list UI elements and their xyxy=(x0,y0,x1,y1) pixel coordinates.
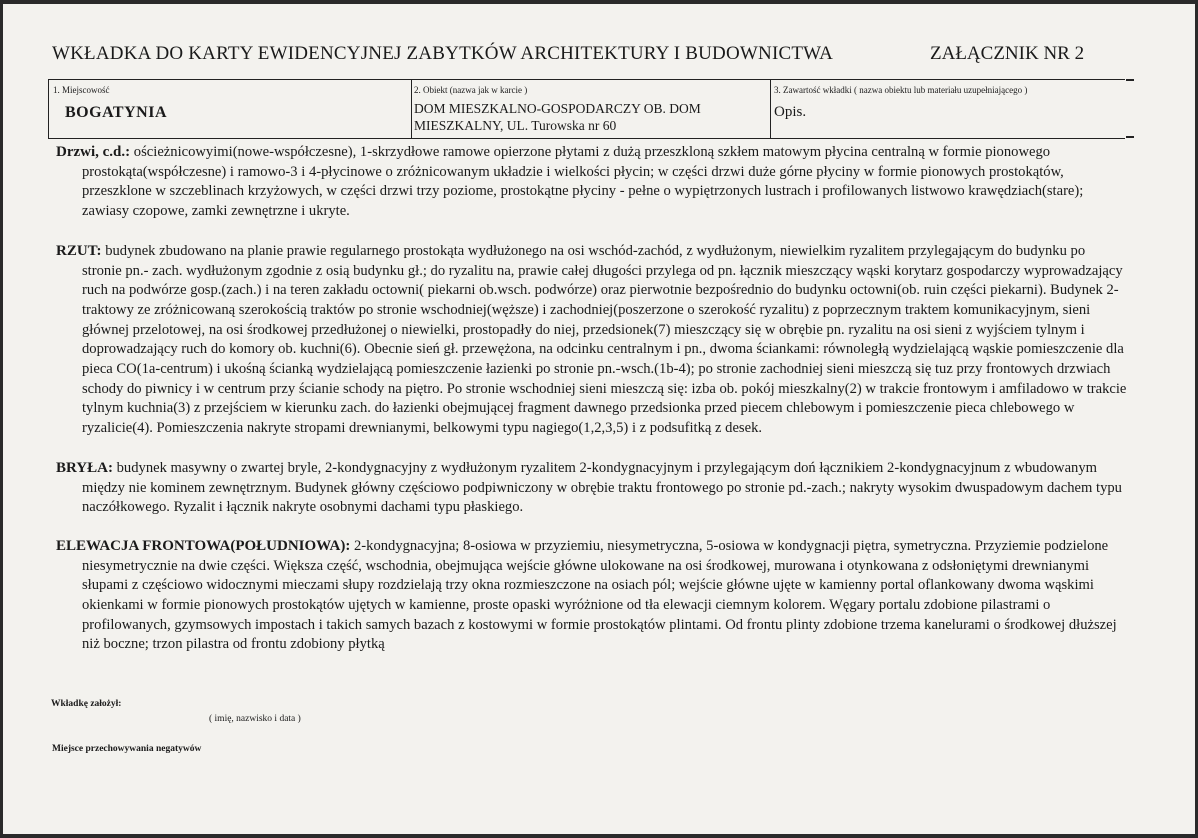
table-edge-mark xyxy=(1126,79,1134,81)
description-body xyxy=(56,143,1128,655)
content-label: 3. Zawartość wkładki ( nazwa obiektu lub materiału uzupełniającego ) xyxy=(774,85,1028,95)
object-label: 2. Obiekt (nazwa jak w karcie ) xyxy=(414,85,528,95)
negatives-location-label: Miejsce przechowywania negatywów xyxy=(52,744,202,754)
scan-border-top xyxy=(0,0,1198,4)
section-doors xyxy=(56,143,1128,222)
section-text: budynek masywny o zwartej bryle, 2-kondygnacyjny z wydłużonym ryzalitem 2-kondygnacyjnym i przylegającym doń łącznikiem 2-kondygnacyjnum z wbudowanym między nie kominem zewnętrznym. Budynek główny częściowo podpiwniczony w obrębie traktu frontowego po stronie pd.-zach.; nakryty wysokim dwuspadowym dachem typu naczółkowego. Ryzalit i łącznik nakryte osobnymi dachami typu płaskiego. xyxy=(82,459,1122,516)
prepared-by-label: Wkładkę założył: xyxy=(51,699,122,709)
scan-border-left xyxy=(0,0,3,838)
scan-border-bottom xyxy=(0,834,1198,838)
place-value: BOGATYNIA xyxy=(65,104,167,121)
object-value: DOM MIESZKALNO-GOSPODARCZY OB. DOM MIESZKALNY, UL. Turowska nr 60 xyxy=(414,101,701,133)
table-edge-mark xyxy=(1126,136,1134,138)
section-plan xyxy=(56,242,1128,439)
section-text: budynek zbudowano na planie prawie regularnego prostokąta wydłużonego na osi wschód-zachód, z wydłużonym, niewielkim ryzalitem przylegającym do budynku po stronie pn.- zach. wydłużonym zgodnie z osią budynku gł.; do ryzalitu na, prawie całej długości przylega od pn. łącznik mieszczący wąski korytarz gospodarczy wyprowadzający ruch na podwórze gosp.(zach.) i na teren zakładu octowni( piekarni ob.wsch. podwórze) oraz pierwotnie bezpośrednio do budynku octowni(ob. ruin części piekarni). Budynek 2-traktowy ze zróżnicowaną szerokością traktów po stronie wschodniej(węższe) i zachodniej(poszerzone o szerokość ryzalitu) z poprzecznym traktem komunikacyjnym, sieni głównej przelotowej, na osi środkowej przedłużonej o niewielki, prostopadły do niej, przedsionek(7) mieszczący się w obrębie pn. ryzalitu na osi sieni z wyjściem tylnym i doprowadzający ruch do komory ob. kuchni(6). Obecnie sień gł. przewężona, na odcinku centralnym i pn., dwoma ściankami: równoległą wydzielającą wąskie pomieszczenie dla pieca CO(1a-centrum) i ukośną ścianką wydzielającą pomieszczenie łazienki po stronie pn.-wsch.(1b-4); po stronie zachodniej sieni mieszczą się tuz przy frontowych drzwiach schody do piwnicy i w centrum przy ścianie schody na piętro. Po stronie wschodniej sieni mieszczą się: izba ob. pokój mieszkalny(2) w trakcie frontowym i amfiladowo w trakcie tylnym kuchnia(3) z przejściem w kierunku zach. do łazienki obejmującej fragment dawnego przedsionka przed piecem chlebowym i pomieszczenie pieca chlebowego w ryzalicie(4). Pomieszczenia nakryte stropami drewnianymi, belkowymi typu nagiego(1,2,3,5) i z podsufitką z desek. xyxy=(82,242,1127,437)
section-front-elevation xyxy=(56,537,1128,655)
content-value: Opis. xyxy=(774,104,807,120)
section-heading: BRYŁA: xyxy=(56,459,113,476)
section-heading: Drzwi, c.d.: xyxy=(56,144,131,160)
place-field xyxy=(48,80,412,138)
object-field xyxy=(410,80,771,138)
annex-number: ZAŁĄCZNIK NR 2 xyxy=(930,43,1085,64)
section-heading: RZUT: xyxy=(56,242,102,259)
section-heading: ELEWACJA FRONTOWA(POŁUDNIOWA): xyxy=(56,537,351,554)
header-fields-table xyxy=(48,79,1125,139)
prepared-by-hint: ( imię, nazwisko i data ) xyxy=(209,714,301,724)
section-massing xyxy=(56,459,1128,518)
content-field xyxy=(770,80,1125,138)
document-title: WKŁADKA DO KARTY EWIDENCYJNEJ ZABYTKÓW ARCHITEKTURY I BUDOWNICTWA xyxy=(52,43,834,64)
place-label: 1. Miejscowość xyxy=(53,85,110,95)
section-text: 2-kondygnacyjna; 8-osiowa w przyziemiu, niesymetryczna, 5-osiowa w kondygnacji piętra, symetryczna. Przyziemie podzielone niesymetrycznie na dwie części. Większa część, wschodnia, obejmująca wejście główne ulokowane na osi środkowej, murowana i otynkowana z odsłoniętymi drewnianymi słupami z częściowo widocznymi mieczami słupy rozdzielają trzy okna rozmieszczone na osiach pól; wejście główne ujęte w kamienny portal oflankowany dwoma wąskimi okienkami w formie pionowych prostokątów ujętych w kamienne, proste opaski wyróżnione od tła elewacji ciemnym kolorem. Węgary portalu zdobione pilastrami o profilowanych, gzymsowych impostach i takich samych bazach z kostowymi w formie prostokątów plintami. Od frontu plinty zdobione trzema kanelurami o środkowej dłuższej niż boczne; trzon pilastra od frontu zdobiony płytką xyxy=(82,537,1117,653)
section-text: ościeżnicowyimi(nowe-współczesne), 1-skrzydłowe ramowe opierzone płytami z dużą przeszkloną szkłem matowym płycina centralną w formie pionowego prostokąta(współczesne) i ramowo-3 i 4-płycinowe o zróżnicowanym układzie i wielkości płycin; w części drzwi duże górne płyciny w formie pionowych prostokątów, przeszklone w szczeblinach krzyżowych, w części drzwi trzy poziome, prostokątne płyciny - pełne o wypiętrzonych lustrach i profilowanych listwowo krawędziach(stare); zawiasy czopowe, zamki zewnętrzne i ukryte. xyxy=(82,144,1084,220)
